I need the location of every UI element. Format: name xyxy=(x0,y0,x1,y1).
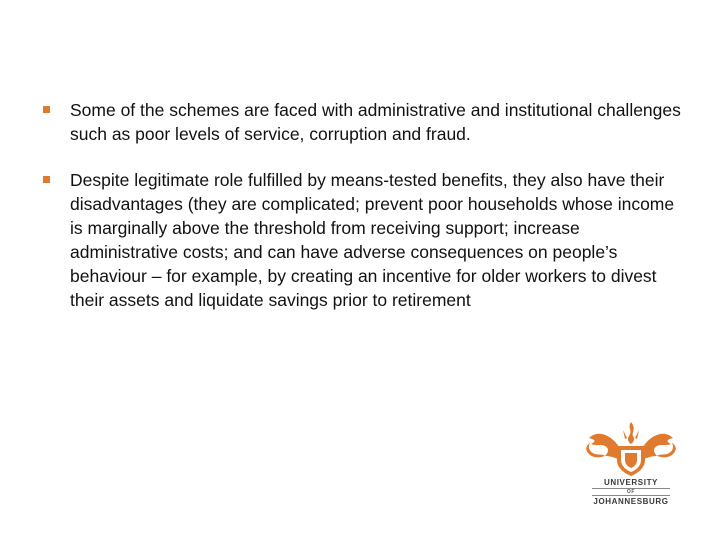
logo-line-of: OF xyxy=(592,488,670,496)
square-bullet-icon xyxy=(43,106,50,113)
university-logo-text xyxy=(578,478,684,506)
university-emblem-icon xyxy=(583,420,679,478)
logo-line-johannesburg: JOHANNESBURG xyxy=(593,497,669,506)
logo-line-university: UNIVERSITY xyxy=(603,478,658,487)
university-logo xyxy=(578,420,684,516)
bullet-item-1 xyxy=(42,98,682,146)
bullet-text-2: Despite legitimate role fulfilled by means-tested benefits, they also have their disadvantages (they are complicated; prevent poor households whose income is marginally above the threshold from receiving support; increase administrative costs; and can have adverse consequences on people’s behaviour – for example, by creating an incentive for older workers to divest their assets and liquidate savings prior to retirement xyxy=(70,170,675,310)
bullet-item-2 xyxy=(42,168,682,312)
bullet-list xyxy=(42,98,682,334)
bullet-text-1: Some of the schemes are faced with administrative and institutional challenges such as poor levels of service, corruption and fraud. xyxy=(70,100,681,144)
square-bullet-icon xyxy=(43,176,50,183)
